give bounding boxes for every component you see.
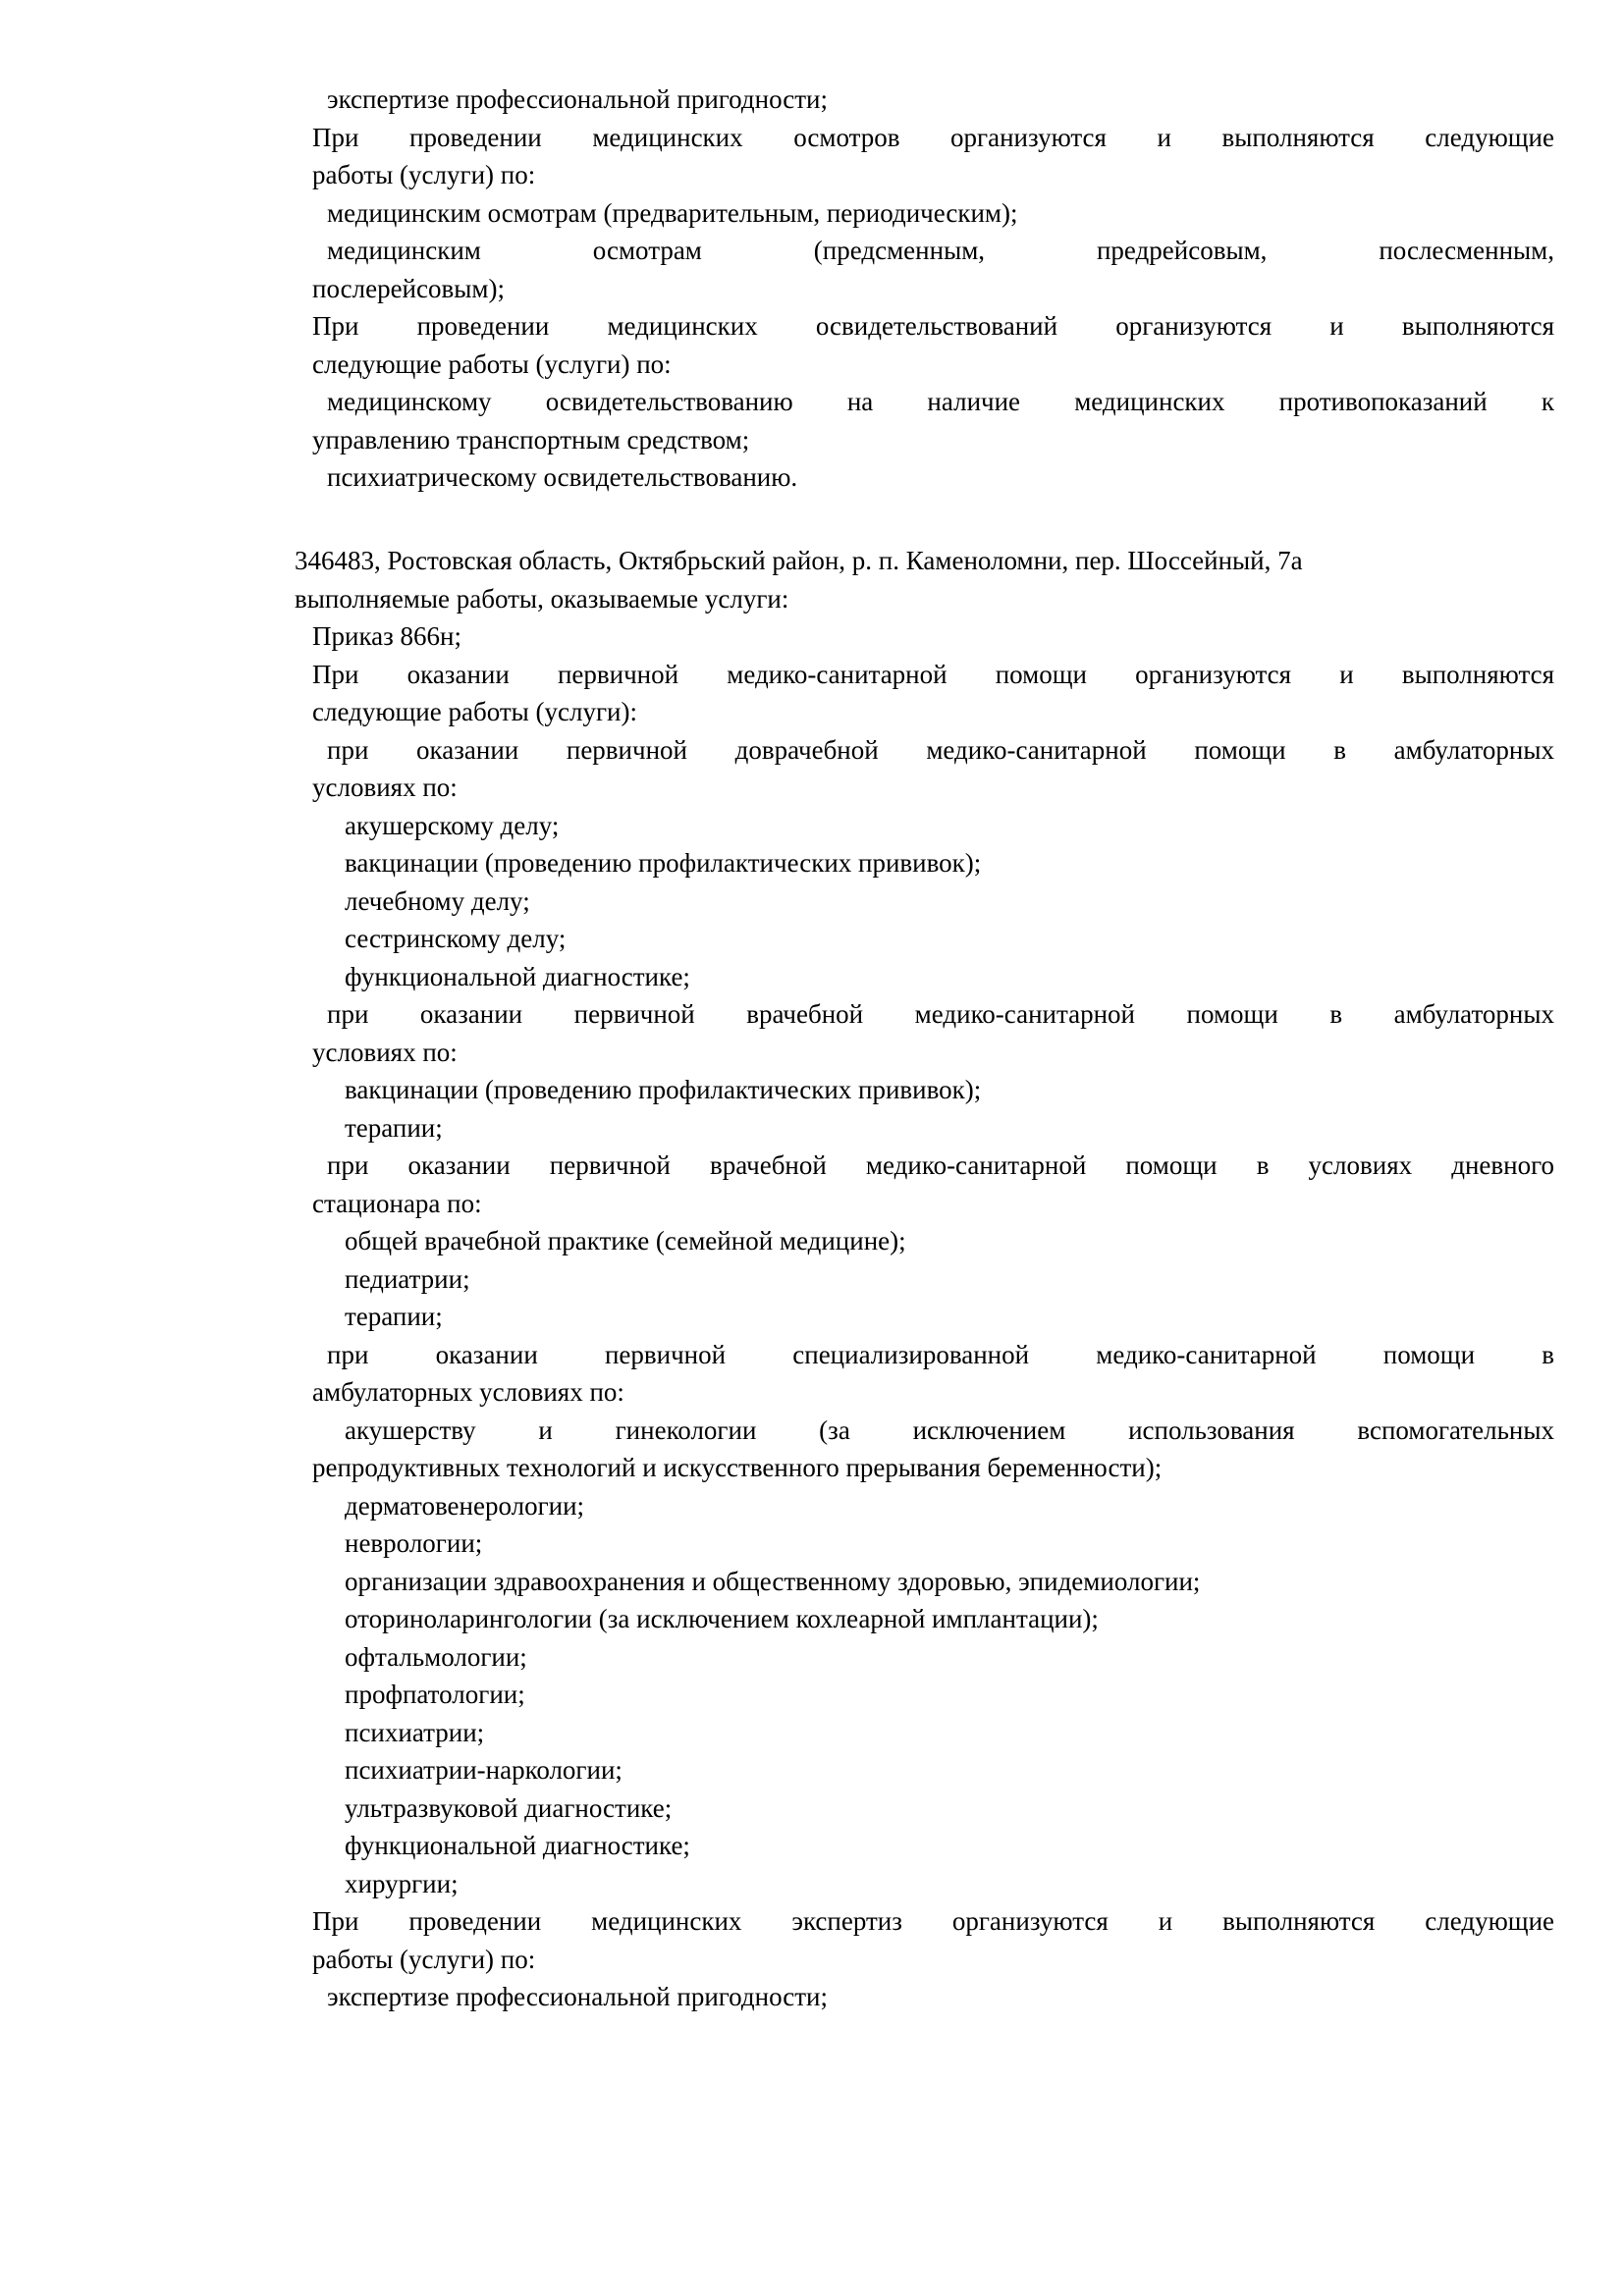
text-line: амбулаторных условиях по:: [312, 1377, 624, 1407]
text-line: функциональной диагностике;: [345, 961, 690, 991]
text-line: ультразвуковой диагностике;: [345, 1792, 673, 1823]
text-line: управлению транспортным средством;: [312, 424, 750, 454]
text-line: функциональной диагностике;: [345, 1831, 690, 1860]
text-line: хирургии;: [345, 1868, 459, 1898]
address: 346483, Ростовская область, Октябрьский район, р. п. Каменоломни, пер. Шоссейный, 7а: [295, 546, 1303, 575]
text-line: условиях по:: [312, 1037, 458, 1067]
text-line: медицинскому освидетельствованию на наличие медицинских противопоказаний к: [327, 387, 1554, 416]
text-line: При оказании первичной медико-санитарной помощи организуются и выполняются: [312, 659, 1554, 689]
text-line: при оказании первичной специализированной медико-санитарной помощи в: [327, 1339, 1554, 1369]
text-line: следующие работы (услуги) по:: [312, 348, 672, 379]
text-line: условиях по:: [312, 773, 458, 802]
text-line: выполняемые работы, оказываемые услуги:: [295, 583, 789, 614]
text-line: При проведении медицинских осмотров организуются и выполняются следующие: [312, 122, 1554, 152]
text-line: экспертизе профессиональной пригодности;: [327, 84, 828, 114]
text-line: лечебному делу;: [345, 885, 530, 916]
text-line: экспертизе профессиональной пригодности;: [327, 1982, 828, 2011]
text-line: общей врачебной практике (семейной медицине);: [345, 1226, 906, 1255]
text-line: медицинским осмотрам (предсменным, предрейсовым, послесменным,: [327, 236, 1554, 265]
text-line: работы (услуги) по:: [312, 160, 536, 189]
text-line: профпатологии;: [345, 1680, 525, 1709]
text-line: сестринскому делу;: [345, 924, 567, 953]
text-line: стационара по:: [312, 1188, 482, 1218]
text-line: дерматовенерологии;: [345, 1490, 585, 1521]
text-line: организации здравоохранения и общественному здоровью, эпидемиологии;: [345, 1566, 1201, 1596]
text-line: терапии;: [345, 1112, 443, 1143]
text-line: при оказании первичной доврачебной медико-санитарной помощи в амбулаторных: [327, 734, 1554, 765]
text-line: следующие работы (услуги):: [312, 697, 637, 726]
text-line: терапии;: [345, 1302, 443, 1331]
text-line: репродуктивных технологий и искусственного прерывания беременности);: [312, 1453, 1163, 1482]
text-line: педиатрии;: [345, 1263, 470, 1294]
text-line: психиатрическому освидетельствованию.: [327, 462, 798, 492]
text-line: работы (услуги) по:: [312, 1944, 536, 1974]
text-line: акушерству и гинекологии (за исключением использования вспомогательных: [345, 1415, 1554, 1445]
text-line: оториноларингологии (за исключением кохлеарной имплантации);: [345, 1604, 1099, 1633]
text-line: При проведении медицинских экспертиз организуются и выполняются следующие: [312, 1906, 1554, 1936]
text-line: При проведении медицинских освидетельствований организуются и выполняются: [312, 311, 1554, 341]
text-line: вакцинации (проведению профилактических прививок);: [345, 1075, 982, 1104]
text-line: при оказании первичной врачебной медико-санитарной помощи в амбулаторных: [327, 999, 1554, 1029]
text-line: вакцинации (проведению профилактических прививок);: [345, 848, 982, 878]
text-line: психиатрии;: [345, 1717, 485, 1747]
text-line: при оказании первичной врачебной медико-санитарной помощи в условиях дневного: [327, 1150, 1554, 1180]
text-line: медицинским осмотрам (предварительным, периодическим);: [327, 197, 1018, 228]
text-line: психиатрии-наркологии;: [345, 1755, 623, 1785]
text-line: Приказ 866н;: [312, 621, 462, 651]
text-line: акушерскому делу;: [345, 810, 560, 840]
text-line: неврологии;: [345, 1528, 483, 1558]
text-line: послерейсовым);: [312, 273, 505, 303]
text-line: офтальмологии;: [345, 1641, 527, 1672]
